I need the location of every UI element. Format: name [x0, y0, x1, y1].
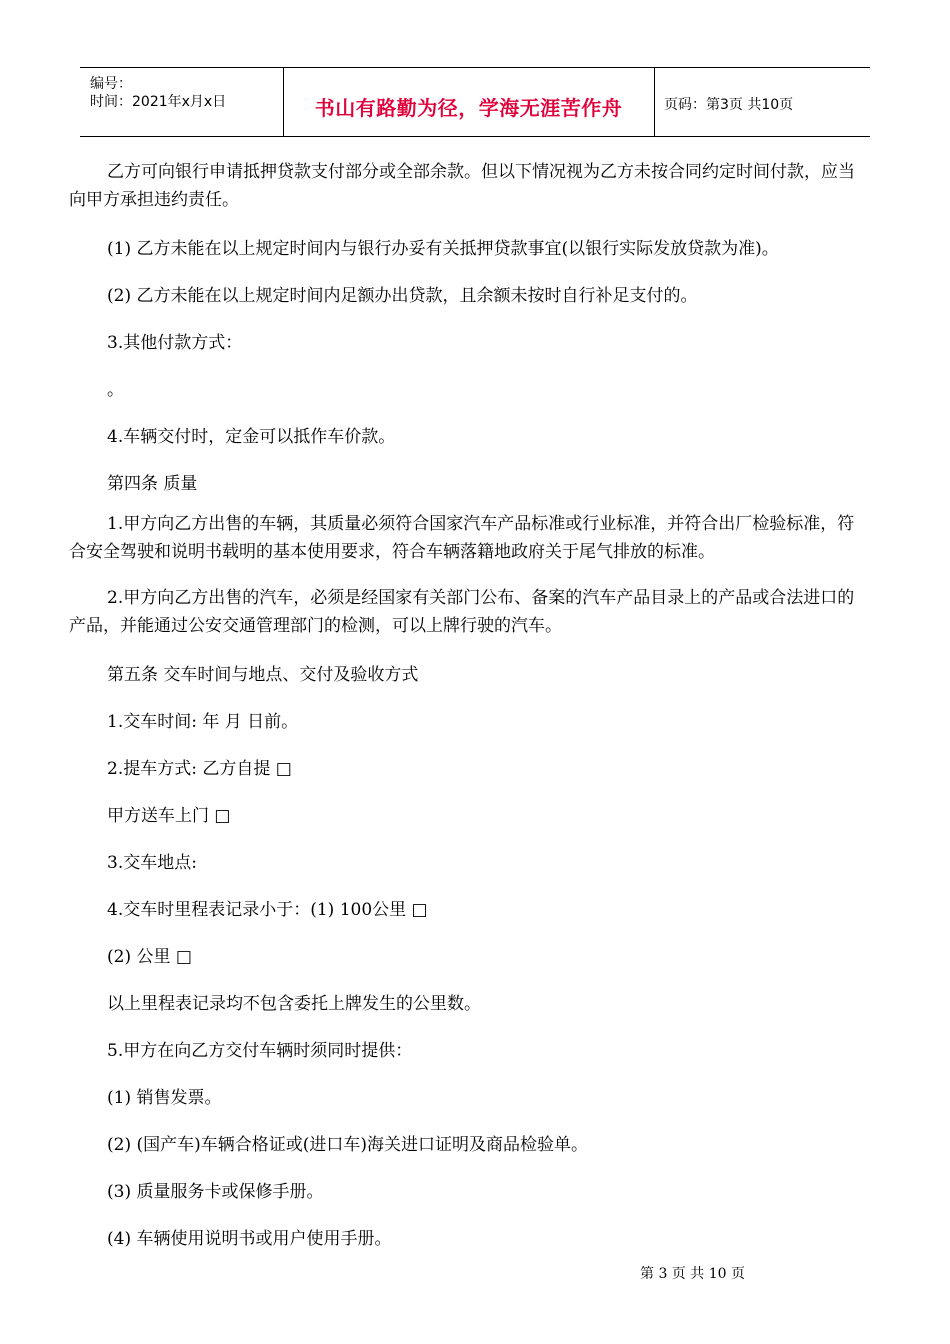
- paragraph: 2.提车方式: 乙方自提 □: [107, 759, 292, 779]
- paragraph: 3.交车地点:: [107, 853, 197, 873]
- header-motto-cell: [283, 68, 655, 136]
- document-time-label: 时间：2021年x月x日: [90, 94, 227, 110]
- document-number-label: 编号：: [90, 76, 132, 92]
- section-heading: 第五条 交车时间与地点、交付及验收方式: [107, 665, 419, 685]
- paragraph: 4.车辆交付时，定金可以抵作车价款。: [107, 427, 396, 447]
- header-page-label: 页码：第3页 共10页: [664, 97, 794, 113]
- paragraph: (1) 乙方未能在以上规定时间内与银行办妥有关抵押贷款事宜(以银行实际发放贷款为准)。: [107, 239, 779, 259]
- paragraph: 4.交车时里程表记录小于：(1) 100公里 □: [107, 900, 428, 920]
- paragraph: 5.甲方在向乙方交付车辆时须同时提供：: [107, 1041, 413, 1061]
- paragraph: 2.甲方向乙方出售的汽车，必须是经国家有关部门公布、备案的汽车产品目录上的产品或合法进口的产品，并能通过公安交通管理部门的检测，可以上牌行驶的汽车。: [69, 588, 855, 636]
- list-item: (4) 车辆使用说明书或用户使用手册。: [107, 1229, 392, 1249]
- paragraph: 以上里程表记录均不包含委托上牌发生的公里数。: [107, 994, 481, 1014]
- list-item: (3) 质量服务卡或保修手册。: [107, 1182, 324, 1202]
- list-item: (1) 销售发票。: [107, 1088, 222, 1108]
- header-motto: 书山有路勤为径，学海无涯苦作舟: [314, 96, 623, 120]
- paragraph: (2) 公里 □: [107, 947, 192, 967]
- paragraph: 乙方可向银行申请抵押贷款支付部分或全部余款。但以下情况视为乙方未按合同约定时间付款，应当向甲方承担违约责任。: [69, 162, 855, 210]
- page-footer-number: 第 3 页 共 10 页: [640, 1266, 745, 1282]
- paragraph: 1.交车时间: 年 月 日前。: [107, 712, 299, 732]
- paragraph: 1.甲方向乙方出售的车辆，其质量必须符合国家汽车产品标准或行业标准，并符合出厂检验标准，符合安全驾驶和说明书载明的基本使用要求，符合车辆落籍地政府关于尾气排放的标准。: [69, 514, 855, 562]
- header-info-cell: [80, 68, 284, 136]
- paragraph: (2) 乙方未能在以上规定时间内足额办出贷款，且余额未按时自行补足支付的。: [107, 286, 698, 306]
- paragraph: 。: [107, 380, 124, 400]
- paragraph: 3.其他付款方式：: [107, 333, 243, 353]
- header-page-cell: [655, 68, 870, 136]
- page-header: [80, 67, 870, 137]
- list-item: (2) (国产车)车辆合格证或(进口车)海关进口证明及商品检验单。: [107, 1135, 589, 1155]
- section-heading: 第四条 质量: [107, 474, 198, 494]
- paragraph: 甲方送车上门 □: [107, 806, 231, 826]
